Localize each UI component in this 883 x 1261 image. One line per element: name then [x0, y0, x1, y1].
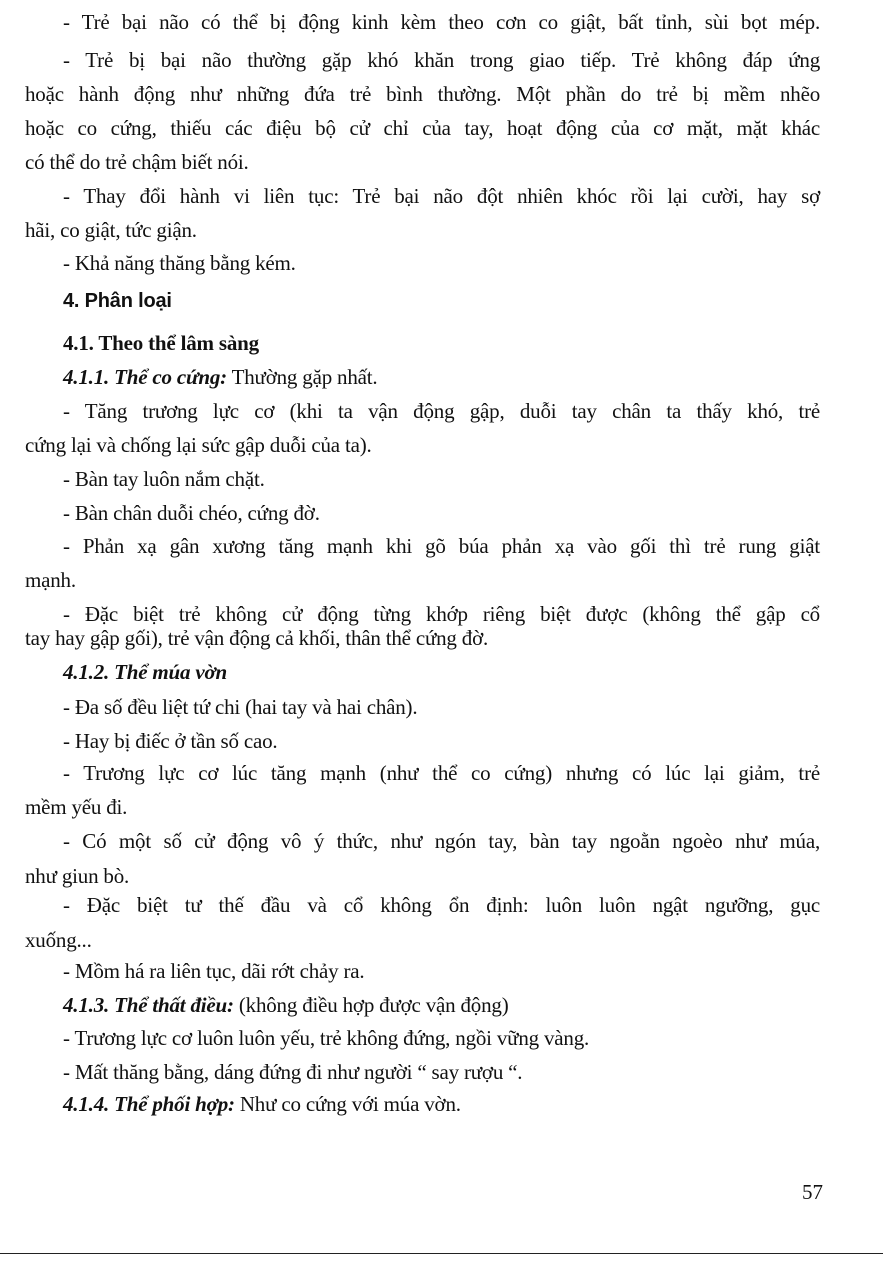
subsection-line [63, 1091, 820, 1117]
text-line [63, 694, 820, 720]
line-text: - Mất thăng bằng, dáng đứng đi như người “ say rượu “. [63, 1060, 523, 1084]
line-text: - Trương lực cơ lúc tăng mạnh (như thể co cứng) nhưng có lúc lại giảm, trẻ [63, 761, 820, 785]
line-text: tay hay gập gối), trẻ vận động cả khối, thân thể cứng đờ. [25, 626, 489, 650]
section-heading [63, 330, 820, 356]
text-line [63, 183, 820, 209]
line-text: - Tăng trương lực cơ (khi ta vận động gập, duỗi tay chân ta thấy khó, trẻ [63, 399, 820, 423]
line-text: - Bàn chân duỗi chéo, cứng đờ. [63, 501, 320, 525]
text-line [63, 958, 820, 984]
line-text: - Bàn tay luôn nắm chặt. [63, 467, 265, 491]
text-line [25, 432, 820, 458]
bottom-rule [0, 1253, 883, 1254]
line-text: hoặc hành động như những đứa trẻ bình thường. Một phần do trẻ bị mềm nhẽo [25, 82, 820, 106]
subsection-line [63, 659, 820, 685]
subsection-line [63, 992, 820, 1018]
text-line [63, 828, 820, 854]
line-text: có thể do trẻ chậm biết nói. [25, 150, 249, 174]
text-line [63, 500, 820, 526]
line-text: 4.1. Theo thể lâm sàng [63, 331, 259, 355]
line-text: hoặc co cứng, thiếu các điệu bộ cử chỉ của tay, hoạt động của cơ mặt, mặt khác [25, 116, 820, 140]
text-line [63, 601, 820, 627]
line-text: Thường gặp nhất. [226, 365, 378, 389]
line-text: - Trẻ bại não có thể bị động kinh kèm theo cơn co giật, bất tỉnh, sùi bọt mép. [63, 10, 820, 34]
subsection-title: 4.1.1. Thể co cứng: [63, 365, 227, 389]
line-text: cứng lại và chống lại sức gập duỗi của ta). [25, 433, 372, 457]
text-line [63, 9, 820, 35]
text-line [63, 47, 820, 73]
line-text: - Đặc biệt tư thế đầu và cổ không ổn định: luôn luôn ngật ngưỡng, gục [63, 893, 820, 917]
line-text: - Thay đổi hành vi liên tục: Trẻ bại não đột nhiên khóc rồi lại cười, hay sợ [63, 184, 820, 208]
line-text: - Đa số đều liệt tứ chi (hai tay và hai chân). [63, 695, 418, 719]
text-line [25, 794, 820, 820]
line-text: mềm yếu đi. [25, 795, 128, 819]
line-text: hãi, co giật, tức giận. [25, 218, 197, 242]
text-line [63, 533, 820, 559]
line-text: (không điều hợp được vận động) [233, 993, 509, 1017]
line-text: - Khả năng thăng bằng kém. [63, 251, 296, 275]
subsection-title: 4.1.4. Thể phối hợp: [63, 1092, 235, 1116]
page-number: 57 [802, 1180, 823, 1204]
line-text: 4. Phân loại [63, 290, 172, 312]
line-text: - Mồm há ra liên tục, dãi rớt chảy ra. [63, 959, 365, 983]
line-text: - Có một số cử động vô ý thức, như ngón tay, bàn tay ngoằn ngoèo như múa, [63, 829, 820, 853]
text-line [25, 149, 820, 175]
text-line [63, 760, 820, 786]
subsection-line [63, 364, 820, 390]
line-text: - Trương lực cơ luôn luôn yếu, trẻ không đứng, ngồi vững vàng. [63, 1026, 590, 1050]
line-text: - Trẻ bị bại não thường gặp khó khăn trong giao tiếp. Trẻ không đáp ứng [63, 48, 820, 72]
text-line [25, 81, 820, 107]
section-heading [63, 288, 820, 314]
line-text: xuống... [25, 928, 92, 952]
text-line [25, 115, 820, 141]
line-text: - Hay bị điếc ở tần số cao. [63, 729, 278, 753]
line-text: Như co cứng với múa vờn. [234, 1092, 461, 1116]
text-line [63, 892, 820, 918]
text-line [63, 728, 820, 754]
line-text: như giun bò. [25, 864, 130, 888]
text-line [63, 1025, 820, 1051]
text-line [63, 1059, 820, 1085]
text-line [25, 863, 820, 889]
text-line [63, 466, 820, 492]
text-line [63, 250, 820, 276]
text-line [25, 927, 820, 953]
subsection-title: 4.1.3. Thể thất điều: [63, 993, 234, 1017]
line-text: - Phản xạ gân xương tăng mạnh khi gõ búa phản xạ vào gối thì trẻ rung giật [63, 534, 820, 558]
subsection-title: 4.1.2. Thể múa vờn [63, 660, 228, 684]
text-line [25, 217, 820, 243]
line-text: mạnh. [25, 568, 76, 592]
text-line [63, 398, 820, 424]
text-line [25, 567, 820, 593]
line-text: - Đặc biệt trẻ không cử động từng khớp riêng biệt được (không thể gập cổ [63, 602, 820, 626]
text-line [25, 625, 820, 651]
